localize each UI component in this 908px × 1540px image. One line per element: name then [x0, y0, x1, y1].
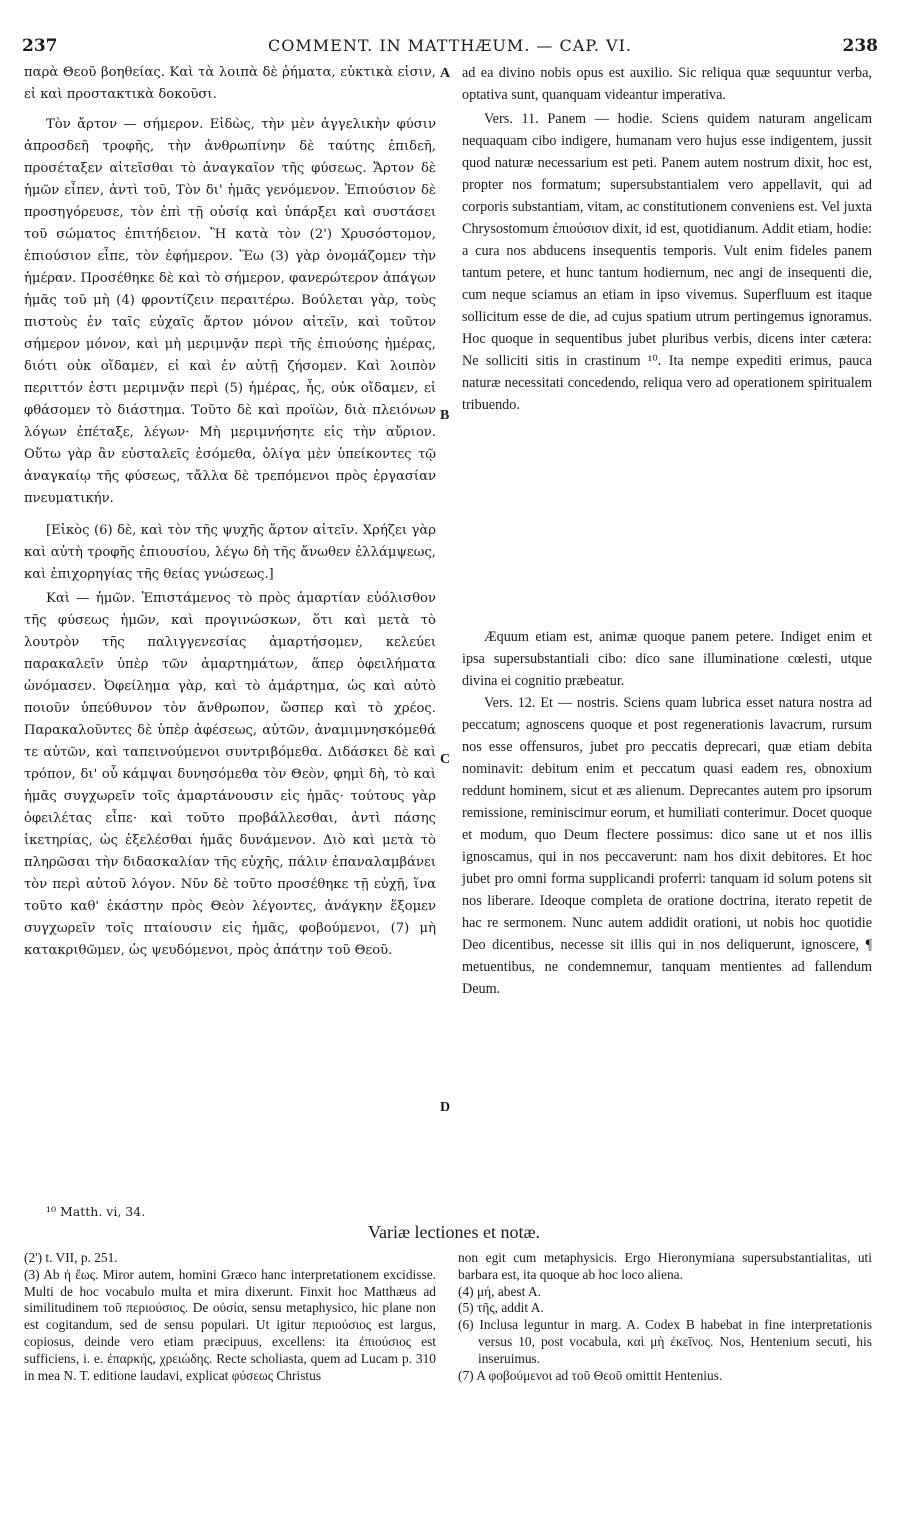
notes-left-column — [24, 1250, 436, 1384]
note-item: (5) τῆς, addit A. — [458, 1300, 544, 1316]
running-title: COMMENT. IN MATTHÆUM. — CAP. VI. — [268, 36, 632, 55]
note-item: (2') t. VII, p. 251. — [24, 1250, 118, 1265]
latin-paragraph: ad ea divino nobis opus est auxilio. Sic reliqua quæ sequuntur verba, optativa sunt, quanquam videantur imperativa. — [462, 65, 872, 103]
margin-marker-d: D — [440, 1100, 451, 1115]
greek-paragraph: Καὶ — ἡμῶν. Ἐπιστάμενος τὸ πρὸς ἁμαρτίαν εὐόλισθον τῆς φύσεως ἡμῶν, καὶ προγινώσκων, ὅτι καὶ μετὰ τὸ λουτρὸν τῆς παλιγγενεσίας ἁμαρτήσομεν, κελεύει παρακαλεῖν ὑπὲρ τῶν ἁμαρτημάτων, ἅπερ ὀφειλήματα ὠνόμασεν. Ὀφείλημα γὰρ, καὶ τὸ ἁμάρτημα, ὡς καὶ αὐτὸ ποιοῦν ὑπεύθυνον τὸν ἄνθρωπον, ὥσπερ καὶ τὸ χρέος. Παρακαλοῦντες δὲ ὑπὲρ ἀφέσεως, αὐτῶν, ἀναμιμνησκόμεθά τε αὐτῶν, καὶ ταπεινούμενοι συντριβόμεθα. Διδάσκει δὲ καὶ τρόπον, δι' οὗ κάμψαι δυνησόμεθα τὸν Θεὸν, φημὶ δὴ, τὸ καὶ ἡμᾶς συγχωρεῖν τοῖς ἁμαρτάνουσιν εἰς ἡμᾶς· τούτους γὰρ ὀφειλέτας εἶπε· καὶ τοῦτο προβάλλεσθαι, ἀντὶ πάσης ἱκετηρίας, ὡς ἐξελέσθαι ἡμᾶς δυνάμενον. Διὸ καὶ μετὰ τὸ πληρῶσαι τὴν διδασκαλίαν τῆς εὐχῆς, πάλιν ἐπαναλαμβάνει τὸν περὶ αὐτοῦ λόγον. Νῦν δὲ τοῦτο προσέθηκε τῇ εὐχῇ, ἵνα τοῦτο καθ' ἑκάστην πρὸς Θεὸν λέγοντες, ἀνάγκην ἕξομεν συγχωρεῖν τοῖς πταίουσιν εἰς ἡμᾶς, φοβούμενοι, (7) μὴ κατακριθῶμεν, ὡς ψευδόμενοι, πρὸς ἀπάτην τοῦ Θεοῦ. — [24, 591, 436, 958]
variae-lectiones-title: Variæ lectiones et notæ. — [368, 1222, 540, 1242]
note-item: non egit cum metaphysicis. Ergo Hieronymiana supersubstantialitas, uti barbara est, ita quoque ab hoc loco aliena. — [458, 1250, 872, 1282]
footnote: ¹⁰ Matth. vi, 34. — [46, 1204, 146, 1219]
margin-marker-a: A — [440, 66, 451, 81]
greek-paragraph: παρὰ Θεοῦ βοηθείας. Καὶ τὰ λοιπὰ δὲ ῥήματα, εὐκτικὰ εἰσιν, εἰ καὶ προστακτικὰ δοκοῦσι. — [24, 65, 436, 102]
notes-right-column — [458, 1250, 872, 1384]
note-item: (7) A φοβούμενοι ad τοῦ Θεοῦ omittit Hentenius. — [458, 1367, 723, 1383]
margin-marker-b: B — [440, 408, 450, 423]
note-item: (6) Inclusa leguntur in marg. A. Codex B habebat in fine interpretationis versus 10, post vocabula, καὶ μὴ ἐκεῖνος. Nos, Hentenium secuti, his inseruimus. — [458, 1317, 872, 1366]
note-item: (4) μή, abest A. — [458, 1283, 541, 1299]
greek-paragraph: [Εἰκὸς (6) δὲ, καὶ τὸν τῆς ψυχῆς ἄρτον αἰτεῖν. Χρήζει γὰρ καὶ αὐτὴ τροφῆς ἐπιουσίου, λέγω δὴ τῆς ἄνωθεν ἐλλάμψεως, καὶ ἐπιχορηγίας τῆς θείας γνώσεως.] — [24, 523, 436, 582]
latin-paragraph: Æquum etiam est, animæ quoque panem petere. Indiget enim et ipsa supersubstantiali cibo: dico sane illuminatione cœlesti, utque divina ei cognitio præbeatur. — [462, 629, 872, 689]
page-number-right: 238 — [842, 36, 878, 56]
margin-marker-c: C — [440, 752, 451, 767]
latin-column — [462, 62, 872, 416]
latin-column-lower — [462, 626, 872, 1000]
note-item: (3) Ab ἡ ἕως. Miror autem, homini Græco hanc interpretationem excidisse. Multi de hoc vocabulo multa et mira dixerunt. Finxit hoc Matthæus ad similitudinem τοῦ περιούσιος. De οὐσία, sensu metaphysico, hic plane non est cogitandum, sed de sensu populari. Ut igitur περιούσιος est largus, copiosus, deinde vero etiam præcipuus, excellens: ita ἐπιούσιος est sufficiens, i. e. ἐπαρκής, χρειώδης. Recte scholiasta, quem ad Lucam p. 310 in mea N. T. editione laudavi, explicat φύσεως Christus — [24, 1266, 436, 1383]
page-header — [22, 36, 878, 60]
latin-paragraph: Vers. 11. Panem — hodie. Sciens quidem naturam angelicam nequaquam cibo indigere, humanam vero hujus esse indigentem, jussit quod naturæ necessarium est peti. Panem autem nostrum dixit, hoc est, propter nos formatum; supersubstantialem vero appellavit, qui ad corporis substantiam, vitam, ac constitutionem conveniens est. Vel juxta Chrysostomum ἐπιούσιον dixit, id est, quotidianum. Addit etiam, hodie: a cura nos abducens insequentis temporis. Vult enim fideles panem tantum petere, et hunc tantum hodiernum, nec angi de insequenti die, cum neque sciamus an etiam in ipso vivemus. Superfluum est itaque sollicitum esse de die, ad cujus spatium utrum pertingemus ignoramus. Hoc quoque in sequentibus jubet pluribus verbis, dicens inter cætera: Ne solliciti sitis in crastinum ¹⁰. Ita nempe expediti erimus, pauca naturæ necessitati concedendo, reliqua vero ad operationem spiritualem tribuendo. — [462, 111, 872, 413]
greek-paragraph: Τὸν ἄρτον — σήμερον. Εἰδὼς, τὴν μὲν ἀγγελικὴν φύσιν ἀπροσδεῆ τροφῆς, τὴν ἀνθρωπίνην δὲ ταύτης ἐπιδεῆ, προσέταξεν αἰτεῖσθαι τὸ ἀναγκαῖον τῆς φύσεως. Ἄρτον δὲ ἡμῶν εἶπεν, ἀντὶ τοῦ, Τὸν δι' ἡμᾶς γενόμενον. Ἐπιούσιον δὲ προσηγόρευσε, τὸν ἐπὶ τῇ οὐσίᾳ καὶ ὑπάρξει καὶ συστάσει τοῦ σώματος ἐπιτήδειον. Ἢ κατὰ τὸν (2') Χρυσόστομον, ἐπιούσιον εἶπε, τὸν ἐφήμερον. Ἕω (3) γὰρ ὀνομάζομεν τὴν ἡμέραν. Προσέθηκε δὲ καὶ τὸ σήμερον, φανερώτερον ἀπάγων ἡμᾶς τοῦ μὴ (4) φροντίζειν περαιτέρω. Βούλεται γὰρ, τοὺς πιστοὺς ἐν ταῖς εὐχαῖς ἄρτον μόνον αἰτεῖν, καὶ τοῦτον σήμερον μόνον, καὶ μὴ μεριμνᾷν περὶ τῆς ἐπιούσης ἡμέρας, διότι οὐκ οἴδαμεν, εἰ καὶ ἐν αὐτῇ ζήσομεν. Καὶ λοιπὸν περιττόν ἐστι μεριμνᾷν περὶ (5) ἡμέρας, ἧς, οὐκ οἴδαμεν, εἰ φθάσομεν τὸ διάστημα. Τοῦτο δὲ καὶ προϊὼν, διὰ πλειόνων λόγων ἐπέταξε, λέγων· Μὴ μεριμνήσητε εἰς τὴν αὔριον. Οὕτω γὰρ ἂν εὐσταλεῖς ἐσόμεθα, ὀλίγα μὲν ὑπείκοντες τῷ ἀναγκαίῳ τῆς φύσεως, τἄλλα δὲ τρεπόμενοι πρὸς ἐργασίαν πνευματικήν. — [24, 117, 436, 506]
greek-column — [24, 62, 436, 962]
latin-paragraph: Vers. 12. Et — nostris. Sciens quam lubrica esset natura nostra ad peccatum; agnoscens quoque et post regenerationis lavacrum, rursum nos esse offensuros, jubet pro peccatis deprecari, quæ etiam debita nominavit: debitum enim et peccatum quasi eadem res, obnoxium reddunt hominem, sicut et æs alienum. Deprecantes autem pro ipsorum remissione, reminiscimur eorum, et humiliati conterimur. Docet quoque et modum, quo Deum flectere possimus: dico sane ut et nos illis ignoscamus, qui in nos peccaverunt: nam hos dixit debitores. Et hoc jubet pro omni forma supplicandi proferri: tanquam id solum potens sit nos liberare. Ideoque completa de oratione doctrina, iterato repetit de hac re sermonem. Nunc autem addidit orationi, ut nobis hoc quotidie Deo dicentibus, necesse sit illis qui in nos deliquerunt, ignoscere, ¶ metuentibus, ne condemnemur, tanquam mentientes ad fallendum Deum. — [462, 695, 872, 997]
page-number-left: 237 — [22, 36, 58, 56]
